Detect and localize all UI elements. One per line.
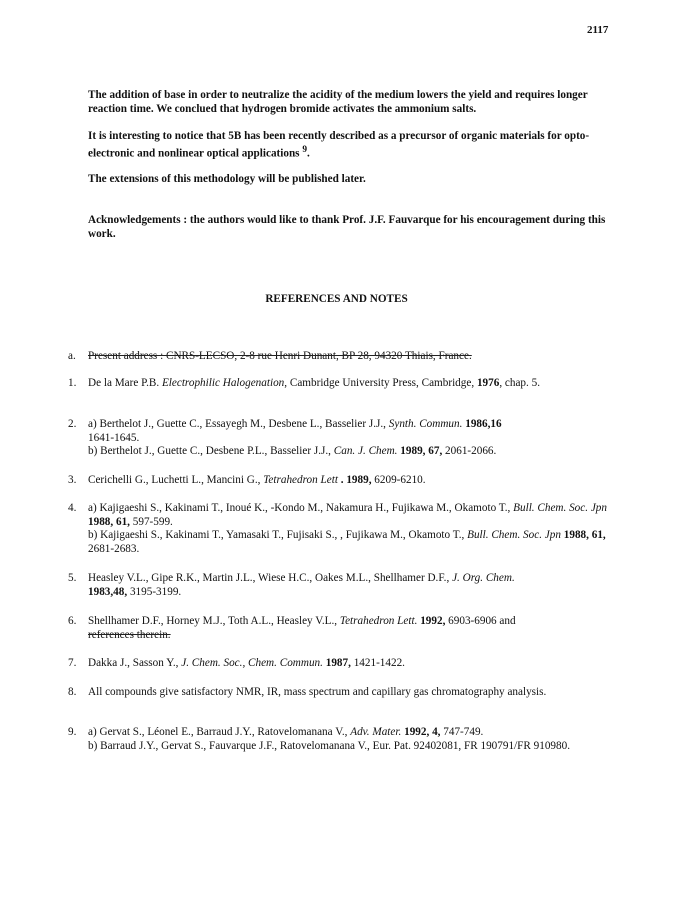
ref-pages: 2061-2066. bbox=[442, 445, 497, 457]
ref-journal: J. Chem. Soc., Chem. Commun. bbox=[181, 657, 323, 669]
ref-title: Electrophilic Halogenation bbox=[161, 377, 285, 389]
ref-9a bbox=[88, 726, 608, 740]
ref-journal: Bull. Chem. Soc. Jpn bbox=[513, 502, 607, 514]
ref-journal: J. Org. Chem. bbox=[452, 572, 515, 584]
ref-journal: Adv. Mater. bbox=[350, 726, 402, 738]
ref-publisher: , Cambridge University Press, Cambridge, bbox=[284, 377, 477, 389]
ref-4b bbox=[88, 529, 608, 556]
ref-authors: De la Mare P.B. bbox=[88, 377, 162, 389]
ref-pages: 1641-1645. bbox=[88, 431, 140, 444]
ref-year-volume: 1983,48, bbox=[88, 585, 128, 598]
ref-authors: Cerichelli G., Luchetti L., Mancini G., bbox=[88, 474, 264, 486]
ref-num: 3. bbox=[68, 474, 77, 486]
ref-year-volume: 1988, 61, bbox=[560, 529, 606, 541]
ref-pages: 597-599. bbox=[129, 515, 173, 528]
ref-journal: Can. J. Chem. bbox=[333, 445, 398, 457]
ref-note: references therein. bbox=[88, 628, 171, 641]
p2-text-d: . bbox=[307, 147, 310, 160]
ref-journal: Bull. Chem. Soc. Jpn bbox=[467, 529, 561, 541]
ref-journal: Tetrahedron Lett bbox=[263, 474, 338, 486]
ref-superscript-9: 9 bbox=[302, 145, 308, 155]
ref-num: 6. bbox=[68, 615, 77, 627]
ref-authors: Dakka J., Sasson Y., bbox=[88, 657, 182, 669]
ref-pages: 1421-1422. bbox=[350, 657, 405, 669]
ref-pages: 2681-2683. bbox=[88, 542, 140, 555]
ref-year: 1976 bbox=[476, 377, 500, 389]
ref-num: 1. bbox=[68, 377, 77, 389]
ref-journal: Synth. Commun. bbox=[388, 418, 463, 430]
ref-num: a. bbox=[68, 350, 76, 362]
paragraph-acknowledgements: Acknowledgements : the authors would like to thank Prof. J.F. Fauvarque for his encouragement during this work. bbox=[88, 214, 606, 240]
ref-year: . 1989, bbox=[337, 474, 372, 486]
ref-authors: b) Kajigaeshi S., Kakinami T., Yamasaki T., Fujisaki S., , Fujikawa M., Okamoto T., bbox=[88, 529, 468, 541]
p2-text-c: has been recently described as a precursor of organic materials for opto-electronic and nonlinear optical applications bbox=[88, 130, 590, 160]
ref-authors: b) Berthelot J., Guette C., Desbene P.L., Basselier J.J., bbox=[88, 445, 334, 457]
ref-9b bbox=[88, 740, 608, 754]
ref-num: 2. bbox=[68, 418, 77, 430]
ref-pages: 6209-6210. bbox=[371, 474, 426, 486]
compound-5b: 5B bbox=[228, 130, 242, 142]
ref-num: 8. bbox=[68, 686, 77, 698]
ref-journal: Tetrahedron Lett. bbox=[339, 615, 418, 627]
ref-authors: a) Kajigaeshi S., Kakinami T., Inoué K., -Kondo M., Nakamura H., Fujikawa M., Okamoto T., bbox=[88, 502, 514, 514]
ref-authors: Shellhamer D.F., Horney M.J., Toth A.L., Heasley V.L., bbox=[88, 615, 340, 627]
ref-patent: b) Barraud J.Y., Gervat S., Fauvarque J.F., Ratovelomanana V., Eur. Pat. 92402081, FR 190791/FR 910980. bbox=[88, 739, 571, 752]
page-number: 2117 bbox=[587, 24, 609, 36]
ref-4a bbox=[88, 502, 608, 529]
ref-num: 7. bbox=[68, 657, 77, 669]
ref-authors: Heasley V.L., Gipe R.K., Martin J.L., Wiese H.C., Oakes M.L., Shellhamer D.F., bbox=[88, 572, 453, 584]
ref-authors: a) Gervat S., Léonel E., Barraud J.Y., Ratovelomanana V., bbox=[88, 726, 351, 738]
ref-num: 5. bbox=[68, 572, 77, 584]
paragraph-5b-precursor bbox=[88, 129, 608, 161]
ref-num: 4. bbox=[68, 502, 77, 514]
p2-text-a: It is interesting to notice that bbox=[88, 130, 229, 142]
ref-text: All compounds give satisfactory NMR, IR, mass spectrum and capillary gas chromatography analysis. bbox=[88, 686, 547, 698]
ref-authors: a) Berthelot J., Guette C., Essayegh M., Desbene L., Basselier J.J., bbox=[88, 418, 389, 430]
ref-year: 1987, bbox=[322, 657, 351, 669]
ref-2b bbox=[88, 445, 608, 459]
ref-2a bbox=[88, 418, 608, 445]
ref-year: 1992, bbox=[417, 615, 446, 627]
references-heading: REFERENCES AND NOTES bbox=[265, 293, 408, 305]
ref-pages: 3195-3199. bbox=[127, 585, 182, 598]
ref-text: Present address : CNRS-LECSO, 2-8 rue Henri Dunant, BP 28, 94320 Thiais, France. bbox=[88, 350, 472, 362]
ref-num: 9. bbox=[68, 726, 77, 738]
ref-chapter: , chap. 5. bbox=[499, 377, 541, 389]
ref-year-volume: 1988, 61, bbox=[88, 515, 130, 528]
ref-year-volume: 1989, 67, bbox=[397, 445, 443, 457]
ref-pages: 747-749. bbox=[440, 726, 484, 738]
paragraph-extensions: The extensions of this methodology will be published later. bbox=[88, 173, 366, 185]
paragraph-base-addition: The addition of base in order to neutralize the acidity of the medium lowers the yield and requires longer reaction time. We conclued that hydrogen bromide activates the ammonium salts. bbox=[88, 89, 588, 115]
ref-year-volume: 1992, 4, bbox=[401, 726, 441, 738]
ref-pages: 6903-6906 and bbox=[445, 615, 516, 627]
ref-year-volume: 1986,16 bbox=[462, 418, 502, 430]
